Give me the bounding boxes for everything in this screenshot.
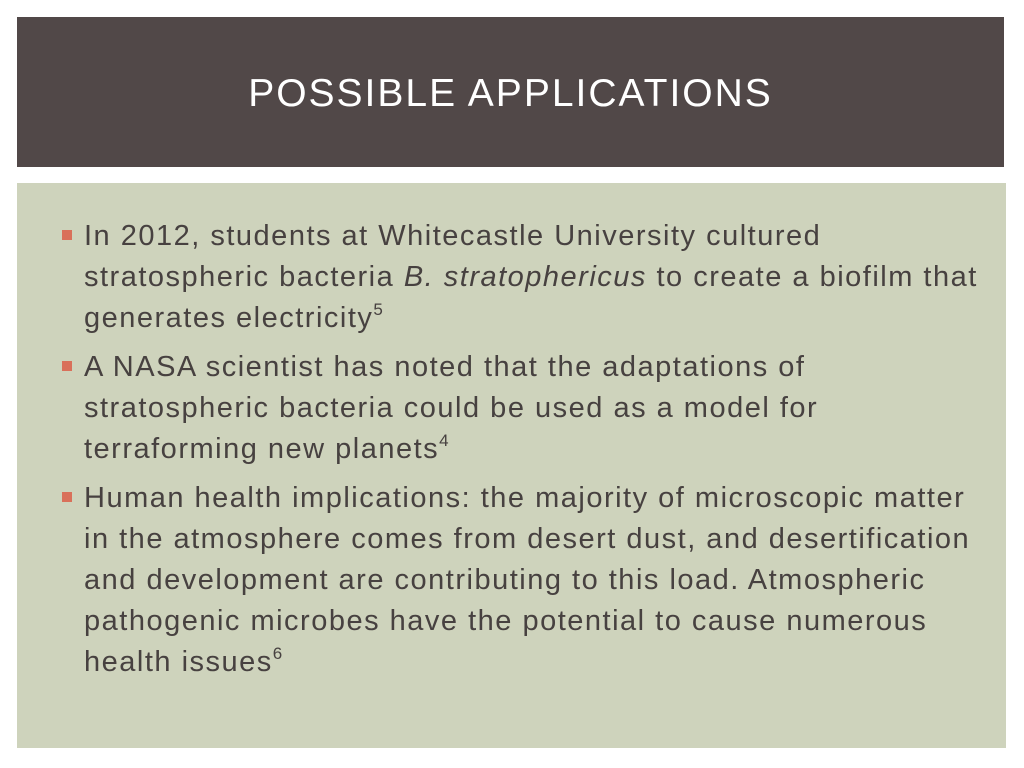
bullet-text-continued: to create a biofilm that generates electricity bbox=[84, 261, 978, 334]
square-bullet-icon bbox=[62, 492, 72, 502]
slide-title: POSSIBLE APPLICATIONS bbox=[248, 72, 773, 115]
square-bullet-icon bbox=[62, 361, 72, 371]
bullet-item bbox=[60, 347, 980, 470]
citation-number: 5 bbox=[373, 300, 384, 319]
bullet-text: Human health implications: the majority of microscopic matter in the atmosphere comes from desert dust, and desertification and development are contributing to this load. Atmospheric pathogenic microbes have the potential to cause numerous health issues bbox=[84, 482, 971, 678]
species-name: B. stratophericus bbox=[403, 261, 647, 293]
square-bullet-icon bbox=[62, 230, 72, 240]
citation-number: 4 bbox=[439, 431, 450, 450]
bullet-text: A NASA scientist has noted that the adaptations of stratospheric bacteria could be used as a model for terraforming new planets bbox=[84, 351, 819, 465]
bullet-item bbox=[60, 216, 980, 339]
content-box bbox=[17, 183, 1006, 748]
bullet-item bbox=[60, 478, 980, 683]
title-bar bbox=[17, 17, 1004, 167]
bullet-text: In 2012, students at Whitecastle University cultured stratospheric bacteria bbox=[84, 220, 822, 293]
citation-number: 6 bbox=[272, 644, 284, 663]
bullet-list bbox=[60, 216, 980, 691]
